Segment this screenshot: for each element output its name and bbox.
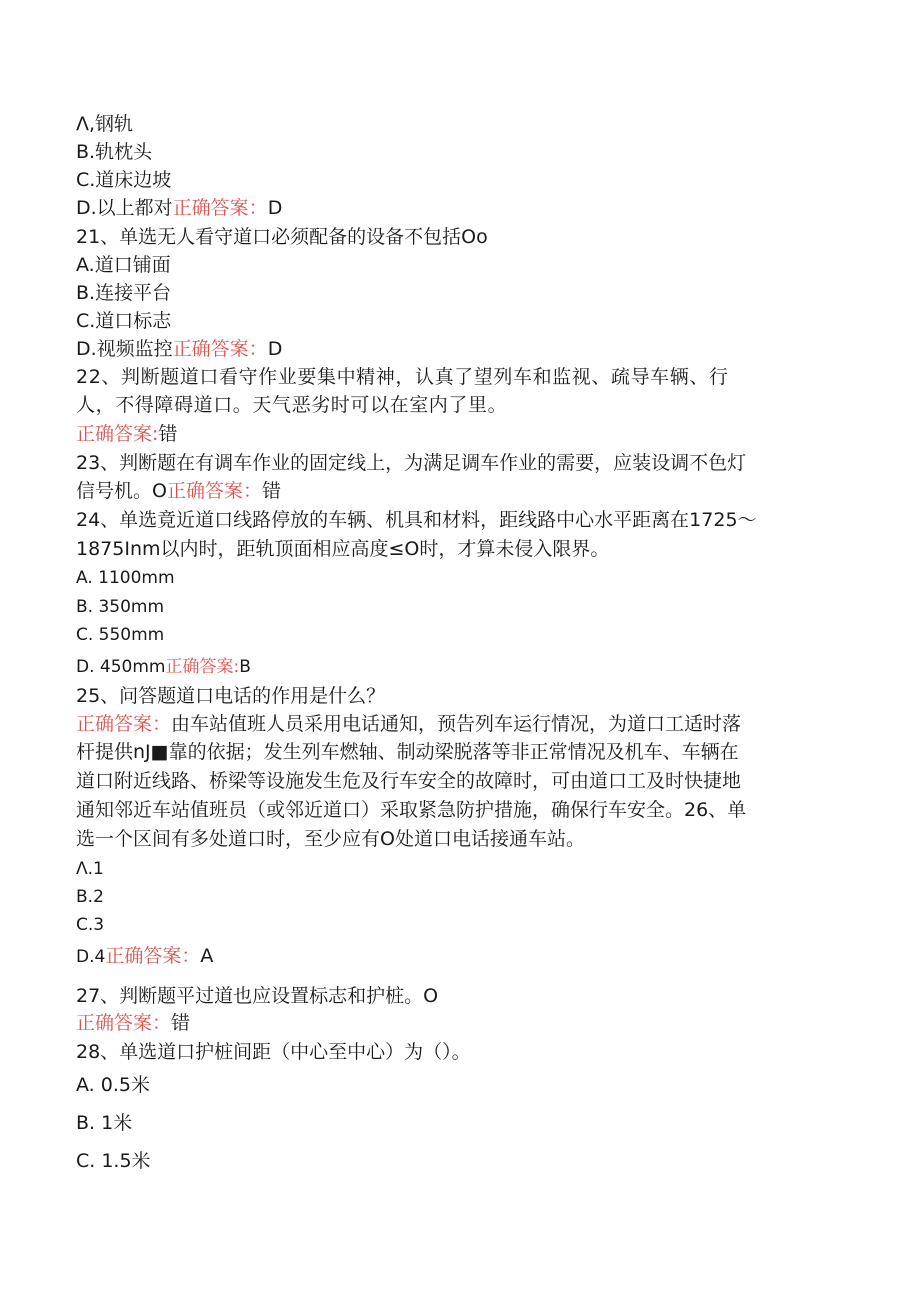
q21-option-c: C.道口标志 (76, 310, 172, 332)
q21-question: 21、单选无人看守道口必须配备的设备不包括Oo (76, 226, 488, 248)
q24-option-d: D. 450mm (76, 657, 166, 677)
q23-answer: 错 (261, 480, 281, 502)
q26-option-a: Λ.1 (76, 859, 104, 879)
q24-option-c: C. 550mm (76, 625, 165, 645)
q26-option-c: C.3 (76, 915, 105, 935)
q24-question-line2: 1875Inm以内时，距轨顶面相应高度≤O时，才算未侵入限界。 (76, 538, 610, 560)
q22-question-line1: 22、判断题道口看守作业要集中精神，认真了望列车和监视、疏导车辆、行 (76, 366, 729, 388)
q26-option-b: B.2 (76, 887, 104, 907)
q22-answer-line (76, 422, 177, 446)
q27-answer-line (76, 1011, 190, 1035)
q21-option-b: B.连接平台 (76, 282, 172, 304)
q27-answer: 错 (171, 1012, 191, 1034)
q26-answer: A (200, 945, 214, 967)
q23-question-line2 (76, 479, 281, 503)
q21-option-d: D.视频监控 (76, 338, 173, 360)
q21-option-a: A.道口铺面 (76, 254, 171, 276)
q25-answer-line3: 道口附近线路、桥梁等设施发生危及行车安全的故障时，可由道口工及时快捷地 (76, 770, 742, 792)
q25-answer-text: 由车站值班人员采用电话通知，预告列车运行情况，为道口工适时落 (171, 713, 742, 735)
answer-label: 正确答案: (165, 657, 240, 677)
q20-option-b: B.轨枕头 (76, 141, 153, 163)
q25-answer-line2: 杆提供nJ■靠的依据；发生列车燃轴、制动梁脱落等非正常情况及机车、车辆在 (76, 741, 739, 763)
q24-answer: B (239, 657, 251, 677)
answer-label: 正确答案： (105, 945, 201, 967)
q23-question-prefix: 信号机。O (76, 480, 167, 502)
q20-option-c: C.道床边坡 (76, 169, 172, 191)
q20-option-d: D.以上都对 (76, 197, 173, 219)
answer-label: 正确答案： (76, 1012, 172, 1034)
q24-question-line1: 24、单选竟近道口线路停放的车辆、机具和材料，距线路中心水平距离在1725～ (76, 509, 757, 531)
q22-question-line2: 人，不得障碍道口。天气恶劣时可以在室内了里。 (76, 394, 508, 416)
q28-option-c: C. 1.5米 (76, 1150, 151, 1172)
q28-question: 28、单选道口护桩间距（中心至中心）为（）。 (76, 1041, 471, 1063)
answer-label: 正确答案: (76, 423, 159, 445)
q27-question: 27、判断题平过道也应设置标志和护桩。O (76, 985, 439, 1007)
q24-option-a: A. 1100mm (76, 568, 175, 588)
answer-label: 正确答案： (172, 338, 268, 360)
q26-question: 选一个区间有多处道口时，至少应有O处道口电话接通车站。 (76, 828, 585, 850)
q22-answer: 错 (158, 423, 178, 445)
q20-option-d-line (76, 196, 282, 220)
q25-question: 25、问答题道口电话的作用是什么？ (76, 685, 386, 707)
q21-answer: D (267, 338, 283, 360)
q25-answer-line4: 通知邻近车站值班员（或邻近道口）采取紧急防护措施，确保行车安全。26、单 (76, 799, 747, 821)
q28-option-b: B. 1米 (76, 1112, 133, 1134)
q23-question-line1: 23、判断题在有调车作业的固定线上，为满足调车作业的需要，应装设调不色灯 (76, 452, 747, 474)
q20-answer: D (267, 197, 283, 219)
answer-label: 正确答案： (76, 713, 172, 735)
q25-answer-line1 (76, 712, 741, 736)
q28-option-a: A. 0.5米 (76, 1074, 150, 1096)
q24-option-b: B. 350mm (76, 597, 165, 617)
q26-option-d: D.4 (76, 947, 106, 967)
answer-label: 正确答案： (172, 197, 268, 219)
q21-option-d-line (76, 337, 282, 361)
q26-option-d-line (76, 944, 213, 969)
q20-option-a: Λ,钢轨 (76, 113, 134, 135)
q24-option-d-line (76, 655, 251, 679)
answer-label: 正确答案： (166, 480, 262, 502)
